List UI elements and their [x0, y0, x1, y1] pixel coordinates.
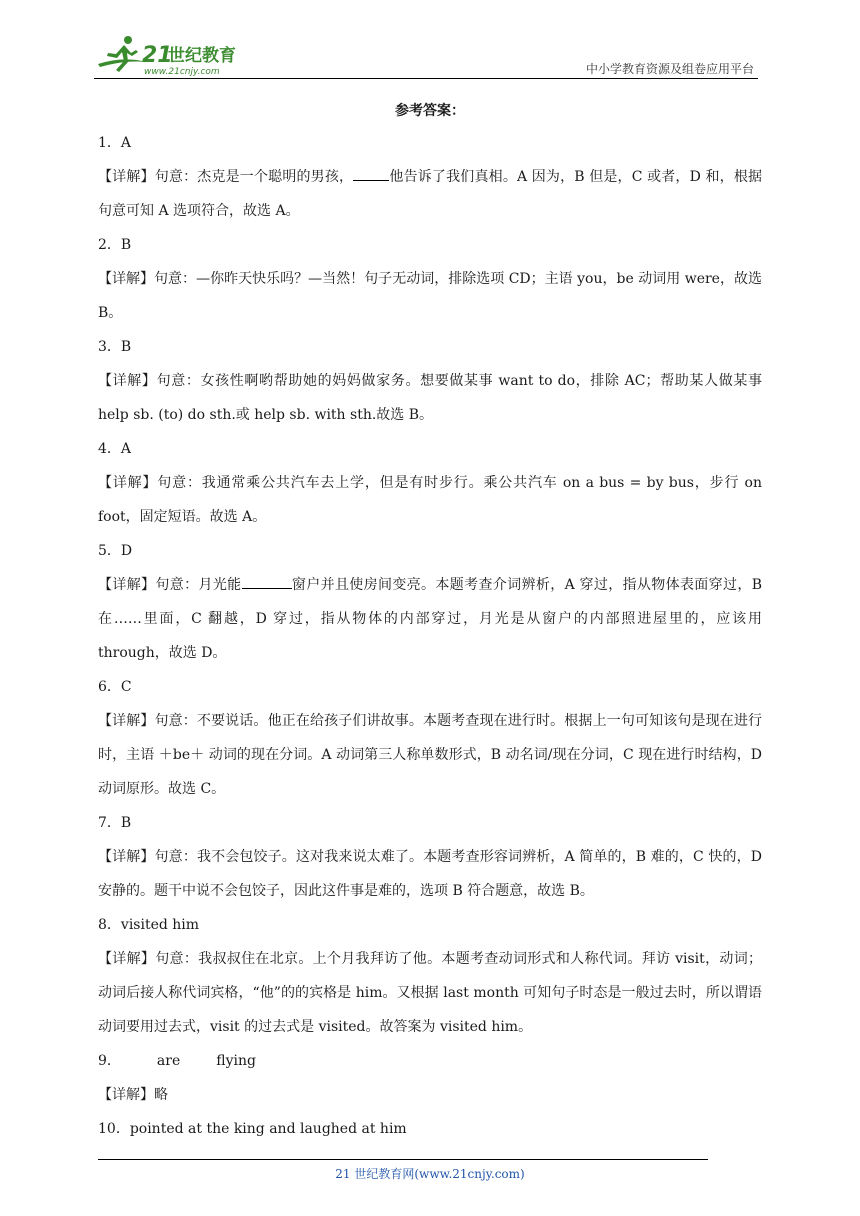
answer-5-number: 5．D: [98, 543, 133, 559]
fill-blank: [353, 166, 389, 181]
answer-9-number: [98, 1044, 762, 1078]
answer-5-detail-b: 窗户并且使房间变亮。本题考查介词辨析，A 穿过，指从物体表面穿过，B 在……里面，C 翻越，D 穿过，指从物体的内部穿过，月光是从窗户的内部照进屋里的，应该用 through，故选 D。: [98, 577, 762, 661]
svg-text:21: 21: [142, 43, 173, 68]
answer-3-detail: 【详解】句意：女孩性啊哟帮助她的妈妈做家务。想要做某事 want to do，排除 AC；帮助某人做某事 help sb. (to) do sth.或 help sb. with sth.故选 B。: [98, 373, 762, 423]
answer-3-number: 3．B: [98, 339, 132, 355]
answer-8-number: 8．visited him: [98, 917, 200, 933]
answer-10-number: 10．pointed at the king and laughed at him: [98, 1121, 407, 1137]
answer-4-detail: 【详解】句意：我通常乘公共汽车去上学，但是有时步行。乘公共汽车 on a bus = by bus，步行 on foot，固定短语。故选 A。: [98, 475, 762, 525]
answer-1-detail-b: 他告诉了我们真相。A 因为，B 但是，C 或者，D 和，根据句意可知 A 选项符合，故选 A。: [98, 169, 762, 219]
svg-text:www.21cnjy.com: www.21cnjy.com: [144, 67, 220, 77]
answer-8-detail: 【详解】句意：我叔叔住在北京。上个月我拜访了他。本题考查动词形式和人称代词。拜访 visit，动词；动词后接人称代词宾格，“他”的的宾格是 him。又根据 last month 可知句子时态是一般过去时，所以谓语动词要用过去式，visit 的过去式是 visited。故答案为 visited him。: [98, 951, 762, 1035]
header-platform-name: 中小学教育资源及组卷应用平台: [585, 62, 754, 76]
site-logo: [94, 34, 264, 80]
page-footer: 21 世纪教育网(www.21cnjy.com): [335, 1167, 525, 1181]
answer-2-number: 2．B: [98, 237, 132, 253]
answer-7-detail: 【详解】句意：我不会包饺子。这对我来说太难了。本题考查形容词辨析，A 简单的，B 难的，C 快的，D 安静的。题干中说不会包饺子，因此这件事是难的，选项 B 符合题意，故选 B。: [98, 849, 762, 899]
answer-1-detail-a: 【详解】句意：杰克是一个聪明的男孩，: [98, 169, 354, 185]
page-header: [0, 0, 860, 90]
page-title: 参考答案：: [395, 103, 465, 119]
fill-blank: [242, 574, 292, 589]
answer-9-prefix: 9．: [98, 1053, 121, 1069]
answer-2-detail: 【详解】句意：—你昨天快乐吗？—当然！句子无动词，排除选项 CD；主语 you，be 动词用 were，故选 B。: [98, 271, 762, 321]
answer-9-b: flying: [216, 1053, 256, 1069]
answer-list: [98, 126, 762, 1146]
answer-5-detail-a: 【详解】句意：月光能: [98, 577, 242, 593]
answer-5-detail: [98, 568, 762, 670]
footer-divider: [98, 1159, 708, 1160]
answer-1-detail: [98, 160, 762, 228]
answer-1-number: 1．A: [98, 135, 132, 151]
answer-6-detail: 【详解】句意：不要说话。他正在给孩子们讲故事。本题考查现在进行时。根据上一句可知该句是现在进行时，主语 ＋be＋ 动词的现在分词。A 动词第三人称单数形式，B 动名词/现在分词，C 现在进行时结构，D 动词原形。故选 C。: [98, 713, 762, 797]
answer-9-detail: 【详解】略: [98, 1087, 168, 1103]
answer-6-number: 6．C: [98, 679, 132, 695]
header-divider: [94, 78, 758, 79]
logo-text: 世纪教育: [168, 46, 236, 66]
answer-9-a: are: [156, 1053, 181, 1069]
answer-4-number: 4．A: [98, 441, 132, 457]
answer-7-number: 7．B: [98, 815, 132, 831]
